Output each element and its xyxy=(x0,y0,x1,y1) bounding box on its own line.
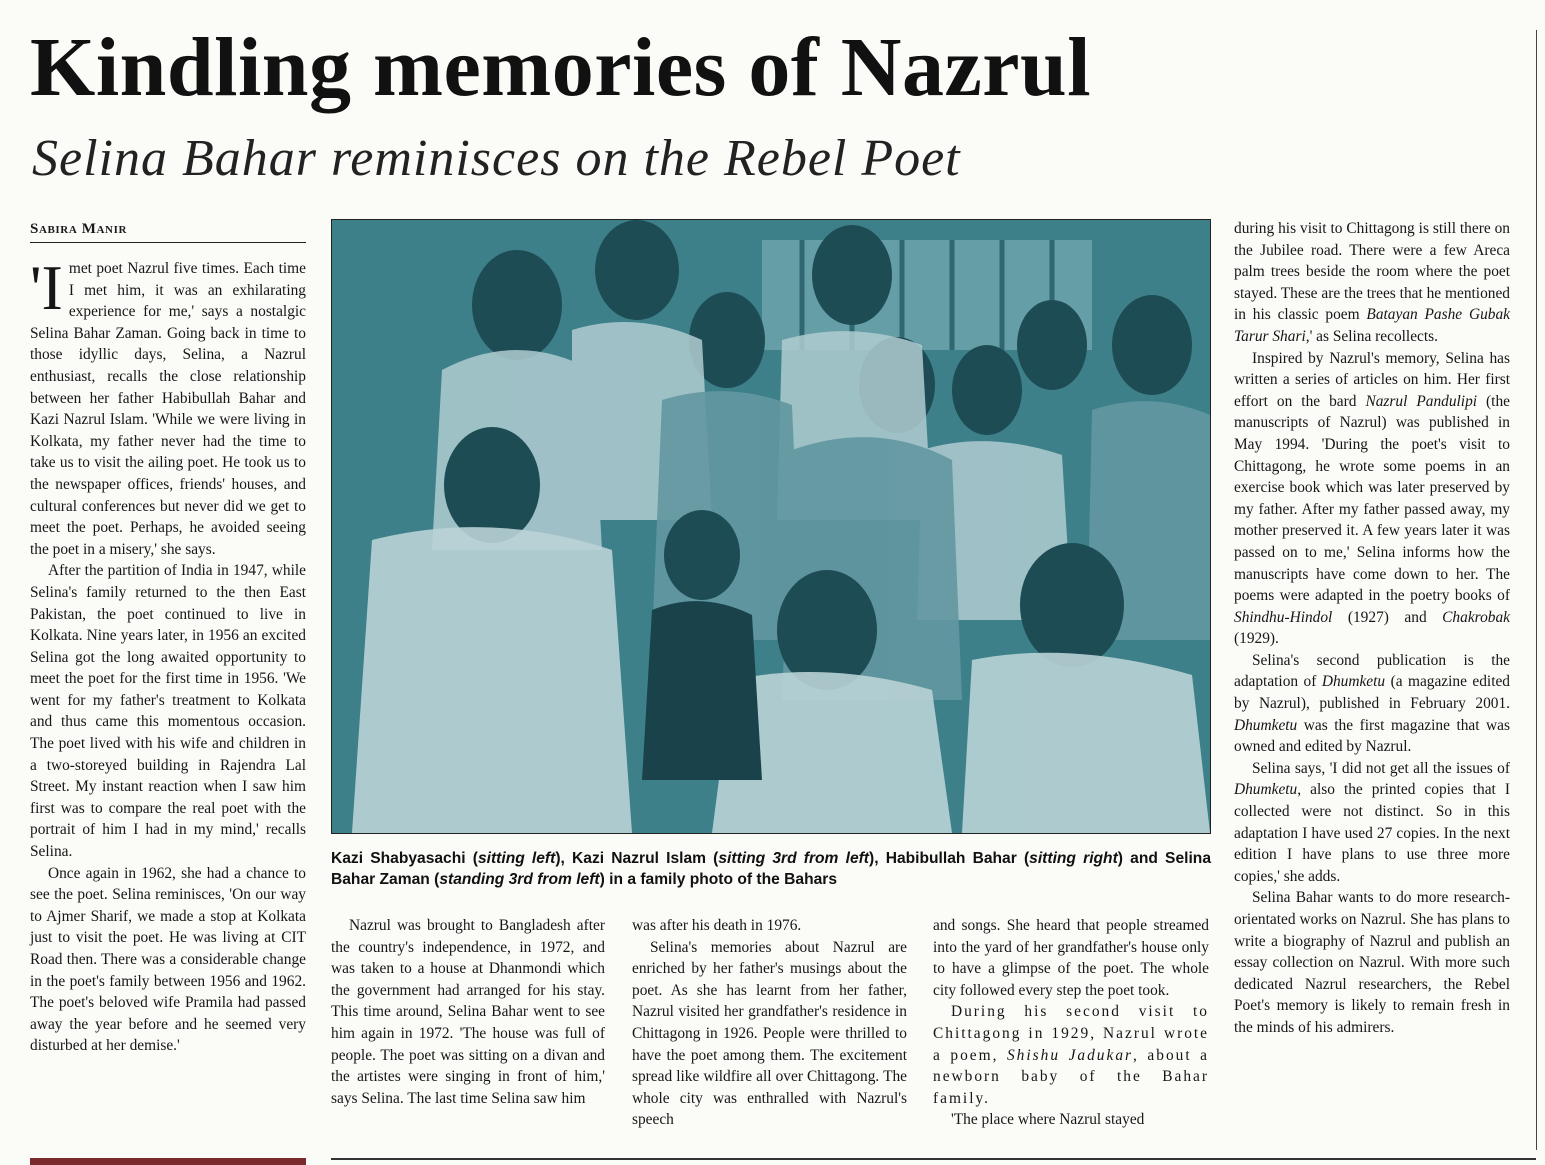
caption-text: ), Habibullah Bahar ( xyxy=(869,850,1030,867)
article-column-2 xyxy=(331,915,605,1109)
caption-italic: standing 3rd from left xyxy=(439,871,600,888)
headline: Kindling memories of Nazrul xyxy=(30,21,1092,114)
text-run: Selina's second publication is the adaptation of xyxy=(1234,651,1510,691)
paragraph xyxy=(1234,218,1510,348)
paragraph: 'The place where Nazrul stayed xyxy=(951,1111,1145,1129)
italic-run: Shishu Jadukar xyxy=(1006,1046,1134,1064)
text-run: , about a newborn baby of the Bahar family. xyxy=(933,1046,1209,1107)
caption-text: ) and Selina Bahar Zaman ( xyxy=(331,850,1211,888)
text-run: ,' as Selina recollects. xyxy=(1305,327,1438,345)
italic-run: Batayan Pashe Gubak Tarur Shari xyxy=(1234,306,1510,345)
italic-run: Chakrobak xyxy=(1442,608,1510,626)
paragraph: After the partition of India in 1947, while Selina's family returned to the then East Pakistan, the poet continued to live in Kolkata. Nine years later, in 1956 an excited Selina got the long awaited opportunity to meet the poet for the first time in 1956. 'We went for my father's treatment to Kolkata and thus came this momentous occasion. The poet lived with his wife and children in a two-storeyed building in Rajendra Lal Street. My instant reaction when I saw him first was to compare the real poet with the portrait of him I had in my mind,' recalls Selina. xyxy=(30,562,306,861)
text-run: (1927) and xyxy=(1332,608,1443,626)
italic-run: Dhumketu xyxy=(1321,673,1386,691)
paragraph: Once again in 1962, she had a chance to see the poet. Selina reminisces, 'On our way to Ajmer Sharif, we made a stop at Kolkata just to visit the poet. He was living at CIT Road then. There was a considerable change in the poet's family between 1956 and 1962. The poet's beloved wife Pramila had passed away the year before and he seemed very disturbed at her demise.' xyxy=(30,864,306,1055)
article-column-5 xyxy=(1234,218,1510,1039)
caption-italic: sitting left xyxy=(477,850,556,867)
paragraph: Selina Bahar wants to do more research-orientated works on Nazrul. She has plans to write a biography of Nazrul and publish an essay collection on Nazrul. With more such dedicated Nazrul researchers, the Rebel Poet's memory is likely to remain fresh in the minds of his admirers. xyxy=(1234,889,1510,1036)
italic-run: Nazrul Pandulipi xyxy=(1365,392,1478,410)
caption-italic: sitting 3rd from left xyxy=(718,850,869,867)
text-run: During his second visit to Chittagong in 1929, Nazrul wrote a poem, xyxy=(933,1003,1209,1064)
text-run: during his visit to Chittagong is still there on the Jubilee road. There were a few Areca palm trees beside the room where the poet stayed. These are the trees that he mentioned in his classic poem xyxy=(1234,220,1510,324)
paragraph xyxy=(1234,348,1510,650)
paragraph: Nazrul was brought to Bangladesh after the country's independence, in 1972, and was taken to a house at Dhanmondi which the government had arranged for his stay. This time around, Selina Bahar went to see him again in 1972. 'The house was full of people. The poet was sitting on a divan and the artistes were singing in front of him,' says Selina. The last time Selina saw him xyxy=(331,917,605,1107)
family-photo xyxy=(331,219,1211,834)
article-column-3 xyxy=(632,915,907,1131)
paragraph xyxy=(933,1001,1209,1109)
caption-text: Kazi Shabyasachi ( xyxy=(331,850,478,867)
text-run: Selina says, 'I did not get all the issues of xyxy=(1252,759,1510,777)
bottom-color-box xyxy=(30,1158,306,1165)
paragraph xyxy=(1234,758,1510,888)
caption-italic: sitting right xyxy=(1029,850,1118,867)
italic-run: Dhumketu xyxy=(1234,781,1298,799)
column-rule xyxy=(1536,30,1537,1150)
subheadline: Selina Bahar reminisces on the Rebel Poet xyxy=(32,130,961,187)
caption-text: ), Kazi Nazrul Islam ( xyxy=(555,850,719,867)
text-run: (1929). xyxy=(1234,630,1279,648)
article-column-4 xyxy=(933,915,1209,1131)
text-run: Inspired by Nazrul's memory, Selina has written a series of articles on him. Her first effort on the bard xyxy=(1234,349,1510,410)
text-run: (a magazine edited by Nazrul), published in February 2001. xyxy=(1234,673,1510,713)
paragraph: met poet Nazrul five times. Each time I met him, it was an exhilarating experience for me,' says a nostalgic Selina Bahar Zaman. Going back in time to those idyllic days, Selina, a Nazrul enthusiast, recalls the close relationship between her father Habibullah Bahar and Kazi Nazrul Islam. 'While we were living in Kolkata, my father never had the time to take us to visit the ailing poet. He took us to the newspaper offices, friends' houses, and cultural conferences but never did we get to meet the poet. Perhaps, he avoided seeing the poet in a misery,' she says. xyxy=(30,260,306,558)
photo-caption xyxy=(331,848,1211,890)
article-column-1 xyxy=(30,252,306,1057)
italic-run: Shindhu-Hindol xyxy=(1234,608,1333,626)
caption-text: ) in a family photo of the Bahars xyxy=(599,871,838,888)
paragraph: and songs. She heard that people streamed into the yard of her grandfather's house only to have a glimpse of the poet. The whole city followed every step the poet took. xyxy=(933,917,1209,999)
text-run: was the first magazine that was owned and edited by Nazrul. xyxy=(1234,716,1510,756)
bottom-rule xyxy=(331,1158,1536,1160)
byline: Sabira Manir xyxy=(30,218,306,243)
paragraph: Selina's memories about Nazrul are enriched by her father's musings about the poet. As she has learnt from her father, Nazrul visited her grandfather's residence in Chittagong in 1926. People were thrilled to have the poet among them. The excitement spread like wildfire all over Chittagong. The whole city was enthralled with Nazrul's speech xyxy=(632,938,907,1129)
paragraph xyxy=(1234,650,1510,758)
family-photo-icon xyxy=(332,220,1210,833)
text-run: (the manuscripts of Nazrul) was published in May 1994. 'During the poet's visit to Chittagong, he wrote some poems in an exercise book which was later preserved by my father. After my father passed away, my mother preserved it. A few years later it was passed on to me,' Selina informs how the manuscripts have come down to her. The poems were adapted in the poetry books of xyxy=(1234,392,1510,605)
italic-run: Dhumketu xyxy=(1234,716,1298,734)
text-run: , also the printed copies that I collected were not distinct. So in this adaptation I have used 27 copies. In the next edition I have plans to use three more copies,' she adds. xyxy=(1234,781,1510,885)
drop-cap: 'I xyxy=(30,252,63,323)
paragraph: was after his death in 1976. xyxy=(632,917,802,934)
